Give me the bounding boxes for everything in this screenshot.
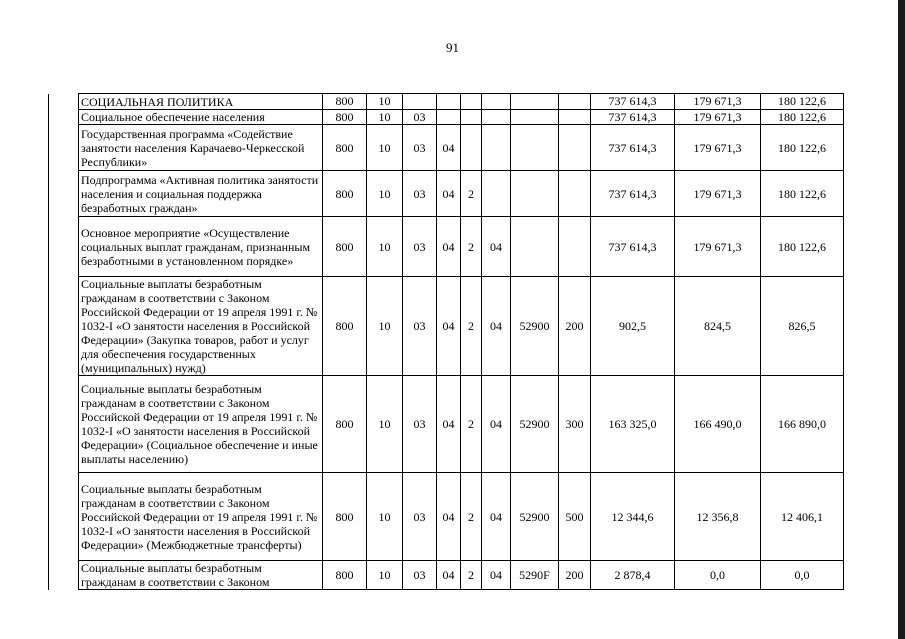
value-year-1: 737 614,3: [591, 217, 675, 277]
code-expense-type: [559, 110, 591, 125]
value-year-3: 180 122,6: [761, 110, 844, 125]
value-year-2: 0,0: [675, 561, 761, 590]
code-subsection: 03: [403, 277, 437, 376]
row-margin-cell: [49, 94, 79, 110]
value-year-2: 166 490,0: [675, 376, 761, 473]
code-direction: 52900: [511, 277, 559, 376]
code-program: 04: [437, 217, 461, 277]
code-subsection: 03: [403, 217, 437, 277]
code-direction: 52900: [511, 376, 559, 473]
code-program: 04: [437, 171, 461, 217]
code-event: 04: [482, 561, 511, 590]
value-year-1: 737 614,3: [591, 171, 675, 217]
row-margin-cell: [49, 376, 79, 473]
value-year-1: 163 325,0: [591, 376, 675, 473]
code-ministry: 800: [323, 376, 367, 473]
code-direction: [511, 125, 559, 171]
code-ministry: 800: [323, 217, 367, 277]
code-subprogram: [461, 125, 482, 171]
code-ministry: 800: [323, 110, 367, 125]
value-year-1: 737 614,3: [591, 110, 675, 125]
code-expense-type: [559, 217, 591, 277]
row-margin-cell: [49, 561, 79, 590]
value-year-3: 180 122,6: [761, 171, 844, 217]
row-name: Социальные выплаты безработным гражданам в соответствии с Законом Российской Федерации от 19 апреля 1991 г. № 1032-I «О занятости населения в Российской Федерации» (Закупка товаров, работ и услуг для обеспечения государственных (муниципальных) нужд): [79, 277, 323, 376]
table-row: [49, 473, 844, 561]
code-program: 04: [437, 277, 461, 376]
code-section: 10: [367, 110, 403, 125]
row-name: Подпрограмма «Активная политика занятости населения и социальная поддержка безработных граждан»: [79, 171, 323, 217]
budget-table: [48, 93, 844, 590]
row-name: Социальные выплаты безработным гражданам в соответствии с Законом Российской Федерации от 19 апреля 1991 г. № 1032-I «О занятости населения в Российской Федерации» (Межбюджетные трансферты): [79, 473, 323, 561]
value-year-2: 179 671,3: [675, 110, 761, 125]
row-name: Социальное обеспечение населения: [79, 110, 323, 125]
value-year-3: 826,5: [761, 277, 844, 376]
table-row: [49, 217, 844, 277]
code-ministry: 800: [323, 125, 367, 171]
row-name: Государственная программа «Содействие занятости населения Карачаево-Черкесской Республики»: [79, 125, 323, 171]
code-direction: 5290F: [511, 561, 559, 590]
code-subsection: 03: [403, 561, 437, 590]
code-direction: [511, 110, 559, 125]
table-row: [49, 561, 844, 590]
code-expense-type: [559, 171, 591, 217]
code-program: 04: [437, 125, 461, 171]
value-year-2: 179 671,3: [675, 217, 761, 277]
value-year-2: 179 671,3: [675, 125, 761, 171]
code-section: 10: [367, 473, 403, 561]
code-subsection: 03: [403, 376, 437, 473]
code-direction: [511, 171, 559, 217]
value-year-2: 179 671,3: [675, 94, 761, 110]
table-row: [49, 376, 844, 473]
code-section: 10: [367, 217, 403, 277]
code-direction: [511, 217, 559, 277]
value-year-3: 12 406,1: [761, 473, 844, 561]
value-year-2: 12 356,8: [675, 473, 761, 561]
row-margin-cell: [49, 277, 79, 376]
value-year-1: 737 614,3: [591, 125, 675, 171]
code-program: 04: [437, 376, 461, 473]
row-margin-cell: [49, 125, 79, 171]
code-section: 10: [367, 277, 403, 376]
code-subprogram: 2: [461, 561, 482, 590]
code-subprogram: 2: [461, 376, 482, 473]
code-subsection: 03: [403, 125, 437, 171]
value-year-2: 824,5: [675, 277, 761, 376]
code-subsection: 03: [403, 171, 437, 217]
row-margin-cell: [49, 110, 79, 125]
row-name: Основное мероприятие «Осуществление социальных выплат гражданам, признанным безработными в установленном порядке»: [79, 217, 323, 277]
code-expense-type: 300: [559, 376, 591, 473]
value-year-3: 180 122,6: [761, 125, 844, 171]
code-event: 04: [482, 217, 511, 277]
code-subprogram: 2: [461, 277, 482, 376]
value-year-3: 0,0: [761, 561, 844, 590]
code-subprogram: 2: [461, 217, 482, 277]
code-program: [437, 94, 461, 110]
code-event: [482, 171, 511, 217]
code-event: 04: [482, 376, 511, 473]
code-subsection: 03: [403, 473, 437, 561]
table-row: [49, 94, 844, 110]
value-year-1: 737 614,3: [591, 94, 675, 110]
row-margin-cell: [49, 217, 79, 277]
table-row: [49, 171, 844, 217]
value-year-3: 180 122,6: [761, 94, 844, 110]
value-year-1: 12 344,6: [591, 473, 675, 561]
row-name: Социальные выплаты безработным гражданам в соответствии с Законом Российской Федерации от 19 апреля 1991 г. № 1032-I «О занятости населения в Российской Федерации» (Социальное обеспечение и иные выплаты населению): [79, 376, 323, 473]
code-expense-type: 200: [559, 277, 591, 376]
table-row: [49, 125, 844, 171]
code-subsection: 03: [403, 110, 437, 125]
code-program: 04: [437, 561, 461, 590]
code-event: [482, 94, 511, 110]
code-section: 10: [367, 125, 403, 171]
code-subprogram: [461, 94, 482, 110]
code-section: 10: [367, 94, 403, 110]
code-event: 04: [482, 277, 511, 376]
code-expense-type: 500: [559, 473, 591, 561]
value-year-1: 902,5: [591, 277, 675, 376]
code-expense-type: 200: [559, 561, 591, 590]
code-event: 04: [482, 473, 511, 561]
code-section: 10: [367, 561, 403, 590]
code-program: 04: [437, 473, 461, 561]
code-event: [482, 125, 511, 171]
row-name: Социальные выплаты безработным гражданам в соответствии с Законом: [79, 561, 323, 590]
table-row: [49, 110, 844, 125]
table-row: [49, 277, 844, 376]
value-year-2: 179 671,3: [675, 171, 761, 217]
code-ministry: 800: [323, 277, 367, 376]
code-section: 10: [367, 376, 403, 473]
code-program: [437, 110, 461, 125]
row-margin-cell: [49, 171, 79, 217]
value-year-3: 166 890,0: [761, 376, 844, 473]
code-ministry: 800: [323, 94, 367, 110]
value-year-1: 2 878,4: [591, 561, 675, 590]
code-direction: [511, 94, 559, 110]
page-number: 91: [446, 40, 459, 55]
code-expense-type: [559, 94, 591, 110]
code-direction: 52900: [511, 473, 559, 561]
scan-edge: [898, 0, 905, 639]
code-subprogram: [461, 110, 482, 125]
row-margin-cell: [49, 473, 79, 561]
row-name: СОЦИАЛЬНАЯ ПОЛИТИКА: [79, 94, 323, 110]
value-year-3: 180 122,6: [761, 217, 844, 277]
code-subsection: [403, 94, 437, 110]
code-expense-type: [559, 125, 591, 171]
code-section: 10: [367, 171, 403, 217]
code-ministry: 800: [323, 561, 367, 590]
code-event: [482, 110, 511, 125]
code-subprogram: 2: [461, 171, 482, 217]
code-subprogram: 2: [461, 473, 482, 561]
code-ministry: 800: [323, 473, 367, 561]
code-ministry: 800: [323, 171, 367, 217]
